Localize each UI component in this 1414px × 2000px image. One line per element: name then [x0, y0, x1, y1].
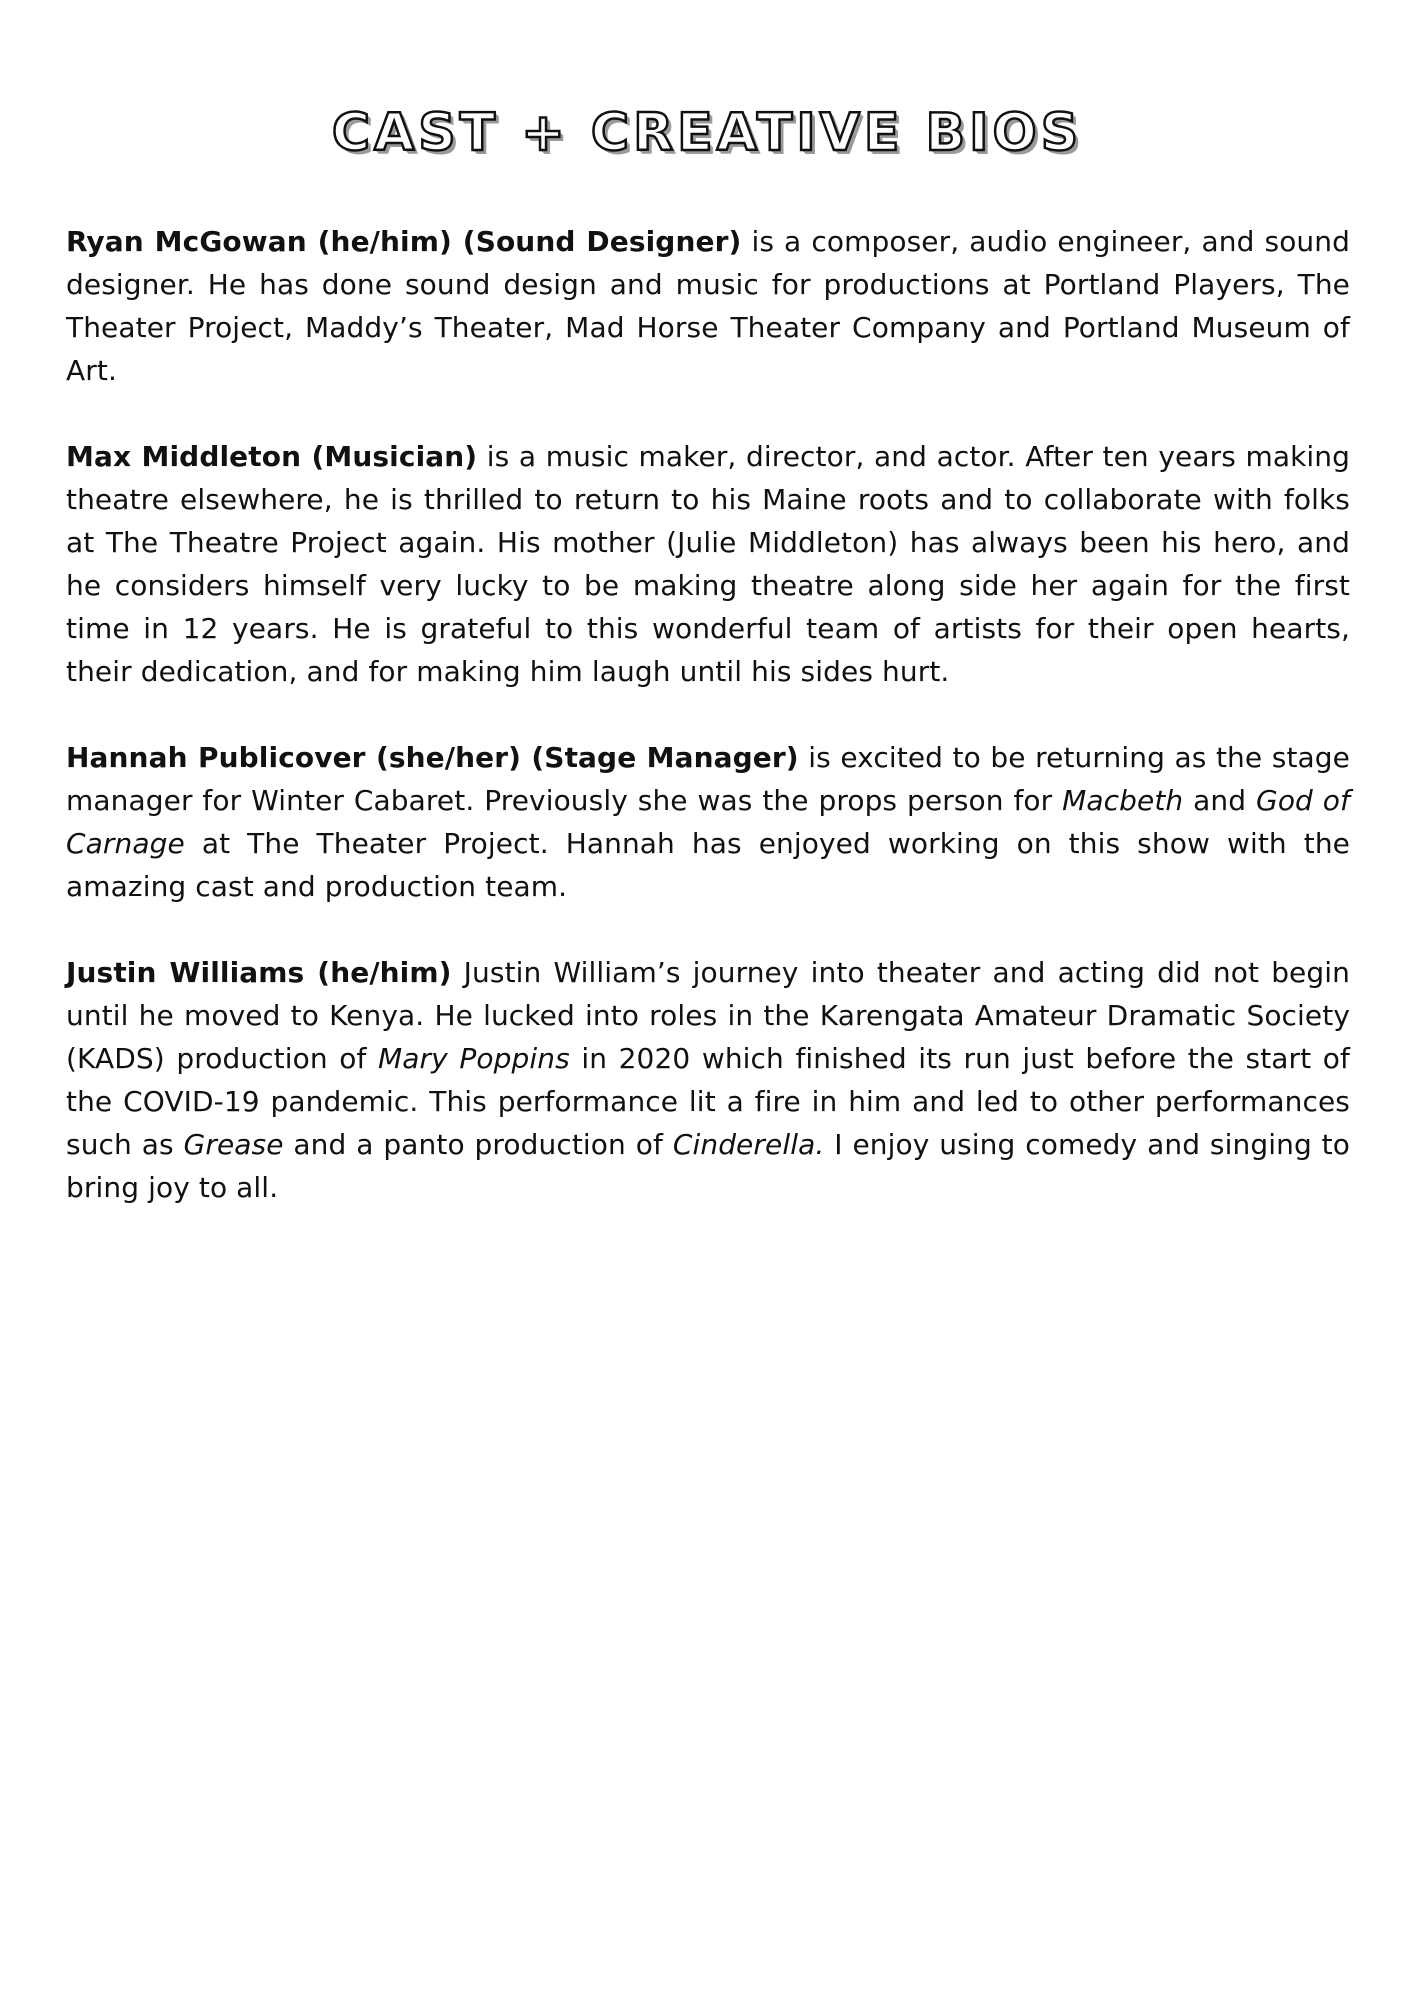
bio-hannah-publicover [66, 736, 1350, 908]
bio-text: is a composer, audio engineer, and sound designer. He has done sound design and music for productions at Portland Players, The Theater Project, Maddy’s Theater, Mad Horse Theater Company and Portland Museum of Art. [66, 225, 1350, 387]
page-title: CAST + CREATIVE BIOS [331, 103, 1083, 163]
bio-text: Justin William’s journey into theater and acting did not begin until he moved to Kenya. He lucked into roles in the Karengata Amateur Dramatic Society (KADS) production of [66, 956, 1350, 1075]
bio-name: Ryan McGowan (he/him) (Sound Designer) [66, 225, 742, 258]
show-title: Mary Poppins [378, 1042, 570, 1075]
bio-justin-williams [66, 951, 1350, 1209]
bio-text: and [1183, 784, 1257, 817]
bio-name: Hannah Publicover (she/her) (Stage Manager) [66, 741, 799, 774]
show-title: Grease [183, 1128, 284, 1161]
show-title: Cinderella. [672, 1128, 825, 1161]
bio-text: is a music maker, director, and actor. After ten years making theatre elsewhere, he is thrilled to return to his Maine roots and to collaborate with folks at The Theatre Project again. His mother (Julie Middleton) has always been his hero, and he considers himself very lucky to be making theatre along side her again for the first time in 12 years. He is grateful to this wonderful team of artists for their open hearts, their dedication, and for making him laugh until his sides hurt. [66, 440, 1350, 688]
bio-name: Justin Williams (he/him) [66, 956, 452, 989]
show-title: God of Carnage [66, 784, 1350, 860]
bio-text: at The Theater Project. Hannah has enjoyed working on this show with the amazing cast and production team. [66, 827, 1350, 903]
bios-section [66, 220, 1350, 1252]
bio-text: I enjoy using comedy and singing to bring joy to all. [66, 1128, 1350, 1204]
bio-name: Max Middleton (Musician) [66, 440, 478, 473]
bio-text: in 2020 which finished its run just before the start of the COVID-19 pandemic. This performance lit a fire in him and led to other performances such as [66, 1042, 1350, 1161]
bio-text: is excited to be returning as the stage manager for Winter Cabaret. Previously she was the props person for [66, 741, 1350, 817]
bio-ryan-mcgowan [66, 220, 1350, 392]
bio-text: and a panto production of [283, 1128, 673, 1161]
bio-max-middleton [66, 435, 1350, 693]
show-title: Macbeth [1062, 784, 1184, 817]
